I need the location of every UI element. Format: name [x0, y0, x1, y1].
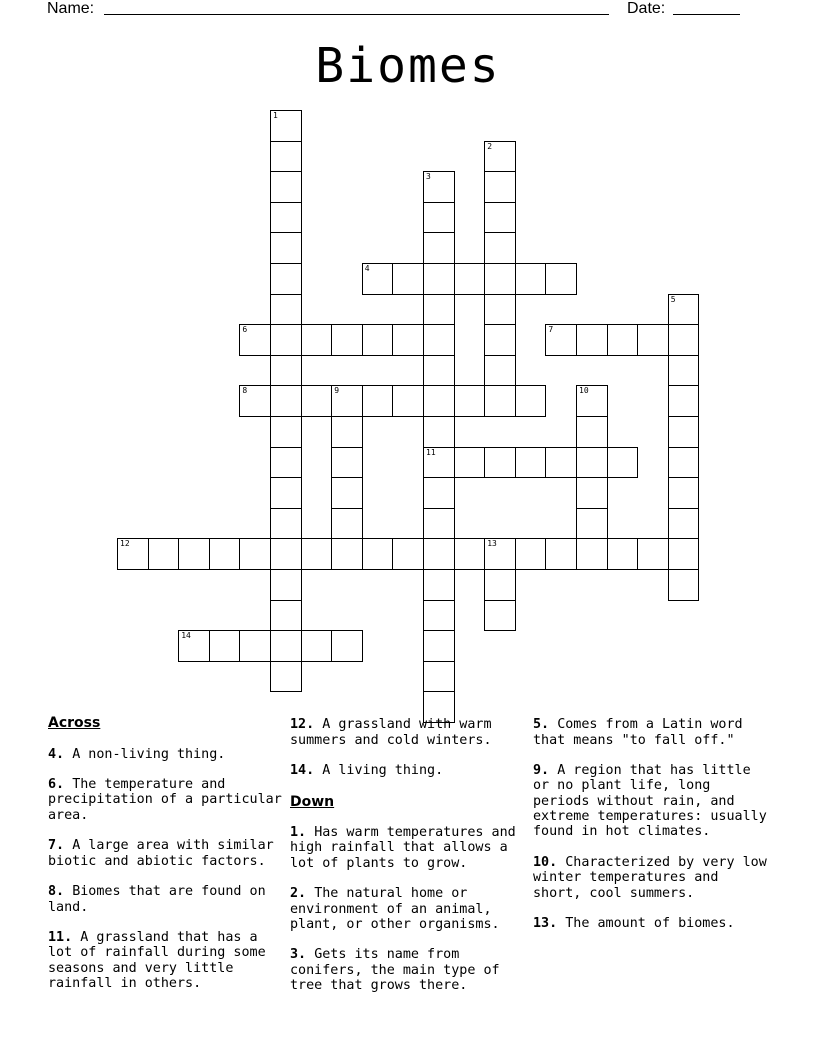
crossword-cell[interactable]: [301, 324, 333, 356]
crossword-cell[interactable]: [484, 538, 516, 570]
crossword-cell[interactable]: [270, 171, 302, 203]
crossword-cell[interactable]: [484, 141, 516, 173]
clue-down-9: 9. A region that has little or no plant life, long periods without rain, and extreme temperatures: usually found in hot climates.: [533, 763, 767, 840]
crossword-cell[interactable]: [362, 324, 394, 356]
crossword-cell[interactable]: [515, 447, 547, 479]
cell-number: 8: [242, 386, 248, 396]
crossword-cell[interactable]: [270, 324, 302, 356]
crossword-cell[interactable]: [270, 508, 302, 540]
crossword-cell[interactable]: [576, 385, 608, 417]
crossword-cell[interactable]: [423, 202, 455, 234]
crossword-cell[interactable]: [239, 538, 271, 570]
cell-number: 12: [120, 539, 130, 549]
crossword-cell[interactable]: [117, 538, 149, 570]
clues-column-2: [290, 702, 525, 1009]
cell-number: 11: [426, 447, 436, 457]
crossword-cell[interactable]: [270, 600, 302, 632]
crossword-cell[interactable]: [423, 569, 455, 601]
crossword-cell[interactable]: [423, 661, 455, 693]
cell-number: 9: [334, 386, 340, 396]
crossword-cell[interactable]: [423, 447, 455, 479]
clue-across-4: 4. A non-living thing.: [48, 746, 226, 762]
crossword-cell[interactable]: [270, 447, 302, 479]
crossword-cell[interactable]: [545, 538, 577, 570]
crossword-cell[interactable]: [423, 508, 455, 540]
crossword-cell[interactable]: [668, 416, 700, 448]
crossword-cell[interactable]: [301, 630, 333, 662]
clue-down-3: 3. Gets its name from conifers, the main type of tree that grows there.: [290, 947, 500, 994]
crossword-cell[interactable]: [270, 538, 302, 570]
crossword-cell[interactable]: [301, 385, 333, 417]
crossword-cell[interactable]: [454, 385, 486, 417]
crossword-cell[interactable]: [576, 477, 608, 509]
cell-number: 6: [242, 325, 248, 335]
crossword-cell[interactable]: [270, 294, 302, 326]
crossword-cell[interactable]: [270, 355, 302, 387]
down-heading: Down: [290, 793, 335, 810]
cell-number: 4: [364, 264, 370, 273]
crossword-cell[interactable]: [668, 294, 700, 326]
crossword-cell[interactable]: [515, 538, 547, 570]
crossword-cell[interactable]: [576, 538, 608, 570]
cell-number: 13: [487, 539, 497, 549]
crossword-cell[interactable]: [454, 447, 486, 479]
crossword-cell[interactable]: [392, 538, 424, 570]
crossword-cell[interactable]: [331, 324, 363, 356]
crossword-cell[interactable]: [270, 416, 302, 448]
crossword-cell[interactable]: [362, 538, 394, 570]
crossword-cell[interactable]: [576, 324, 608, 356]
crossword-cell[interactable]: [392, 385, 424, 417]
crossword-cell[interactable]: [178, 630, 210, 662]
crossword-cell[interactable]: [392, 324, 424, 356]
crossword-cell[interactable]: [668, 508, 700, 540]
crossword-cell[interactable]: [484, 355, 516, 387]
crossword-cell[interactable]: [484, 324, 516, 356]
clue-across-14: 14. A living thing.: [290, 763, 444, 779]
crossword-cell[interactable]: [270, 232, 302, 264]
clues-column-3: [533, 702, 768, 947]
crossword-cell[interactable]: [331, 477, 363, 509]
crossword-cell[interactable]: [545, 447, 577, 479]
crossword-cell[interactable]: [576, 508, 608, 540]
cell-number: 10: [579, 386, 589, 396]
crossword-cell[interactable]: [331, 416, 363, 448]
crossword-cell[interactable]: [637, 538, 669, 570]
crossword-cell[interactable]: [178, 538, 210, 570]
crossword-cell[interactable]: [270, 630, 302, 662]
crossword-cell[interactable]: [423, 477, 455, 509]
crossword-cell[interactable]: [270, 569, 302, 601]
crossword-cell[interactable]: [209, 630, 241, 662]
crossword-cell[interactable]: [331, 385, 363, 417]
name-label: Name:: [47, 0, 95, 17]
crossword-cell[interactable]: [668, 385, 700, 417]
crossword-cell[interactable]: [270, 263, 302, 295]
crossword-cell[interactable]: [301, 538, 333, 570]
crossword-cell[interactable]: [270, 110, 302, 142]
crossword-cell[interactable]: [209, 538, 241, 570]
cell-number: 5: [670, 294, 676, 304]
crossword-cell[interactable]: [545, 324, 577, 356]
crossword-cell[interactable]: [576, 416, 608, 448]
crossword-cell[interactable]: [484, 569, 516, 601]
date-label: Date:: [627, 0, 666, 17]
cell-number: 7: [548, 325, 554, 335]
crossword-cell[interactable]: [423, 294, 455, 326]
crossword-cell[interactable]: [423, 232, 455, 264]
crossword-cell[interactable]: [484, 294, 516, 326]
crossword-cell[interactable]: [362, 263, 394, 295]
clue-across-8: 8. Biomes that are found on land.: [48, 884, 266, 915]
crossword-cell[interactable]: [484, 447, 516, 479]
crossword-cell[interactable]: [637, 324, 669, 356]
crossword-cell[interactable]: [270, 477, 302, 509]
crossword-cell[interactable]: [423, 171, 455, 203]
crossword-cell[interactable]: [270, 141, 302, 173]
crossword-cell[interactable]: [668, 447, 700, 479]
crossword-cell[interactable]: [515, 385, 547, 417]
crossword-cell[interactable]: [668, 324, 700, 356]
clue-down-2: 2. The natural home or environment of an animal, plant, or other organisms.: [290, 886, 500, 932]
crossword-cell[interactable]: [454, 538, 486, 570]
crossword-cell[interactable]: [484, 263, 516, 295]
clue-across-6: 6. The temperature and precipitation of a particular area.: [48, 777, 282, 823]
crossword-cell[interactable]: [270, 385, 302, 417]
crossword-cell[interactable]: [423, 600, 455, 632]
crossword-cell[interactable]: [668, 477, 700, 509]
crossword-cell[interactable]: [607, 447, 639, 479]
crossword-cell[interactable]: [423, 324, 455, 356]
cell-number: 3: [426, 172, 431, 182]
crossword-cell[interactable]: [607, 538, 639, 570]
crossword-cell[interactable]: [239, 630, 271, 662]
crossword-cell[interactable]: [239, 324, 271, 356]
crossword-cell[interactable]: [148, 538, 180, 570]
clue-across-7: 7. A large area with similar biotic and abiotic factors.: [48, 838, 274, 869]
crossword-cell[interactable]: [545, 263, 577, 295]
clue-down-10: 10. Characterized by very low winter temperatures and short, cool summers.: [533, 854, 767, 901]
crossword-cell[interactable]: [423, 538, 455, 570]
cell-number: 2: [487, 141, 493, 151]
crossword-cell[interactable]: [239, 385, 271, 417]
crossword-cell[interactable]: [668, 569, 700, 601]
clue-across-12: 12. A grassland with warm summers and cold winters.: [290, 717, 492, 748]
page-title: Biomes: [315, 38, 501, 94]
crossword-cell[interactable]: [331, 447, 363, 479]
crossword-cell[interactable]: [576, 447, 608, 479]
crossword-cell[interactable]: [668, 355, 700, 387]
crossword-cell[interactable]: [362, 385, 394, 417]
crossword-cell[interactable]: [668, 538, 700, 570]
across-heading: Across: [48, 715, 101, 732]
crossword-cell[interactable]: [270, 661, 302, 693]
crossword-cell[interactable]: [423, 630, 455, 662]
cell-number: 1: [273, 111, 278, 120]
crossword-cell[interactable]: [454, 263, 486, 295]
crossword-cell[interactable]: [423, 355, 455, 387]
clue-across-11: 11. A grassland that has a lot of rainfall during some seasons and very little rainfall in others.: [48, 930, 266, 992]
crossword-cell[interactable]: [484, 385, 516, 417]
crossword-cell[interactable]: [423, 385, 455, 417]
cell-number: 14: [181, 631, 191, 641]
crossword-cell[interactable]: [484, 171, 516, 203]
crossword-cell[interactable]: [423, 416, 455, 448]
clue-down-5: 5. Comes from a Latin word that means "to fall off.": [533, 717, 743, 748]
crossword-cell[interactable]: [270, 202, 302, 234]
clues-column-1: [48, 700, 283, 1007]
clue-down-1: 1. Has warm temperatures and high rainfall that allows a lot of plants to grow.: [290, 825, 516, 871]
crossword-cell[interactable]: [484, 202, 516, 234]
crossword-cell[interactable]: [331, 508, 363, 540]
crossword-cell[interactable]: [607, 324, 639, 356]
clue-down-13: 13. The amount of biomes.: [533, 916, 735, 932]
crossword-cell[interactable]: [484, 600, 516, 632]
crossword-cell[interactable]: [331, 538, 363, 570]
crossword-cell[interactable]: [515, 263, 547, 295]
crossword-cell[interactable]: [331, 630, 363, 662]
crossword-cell[interactable]: [423, 263, 455, 295]
crossword-cell[interactable]: [392, 263, 424, 295]
crossword-cell[interactable]: [484, 232, 516, 264]
